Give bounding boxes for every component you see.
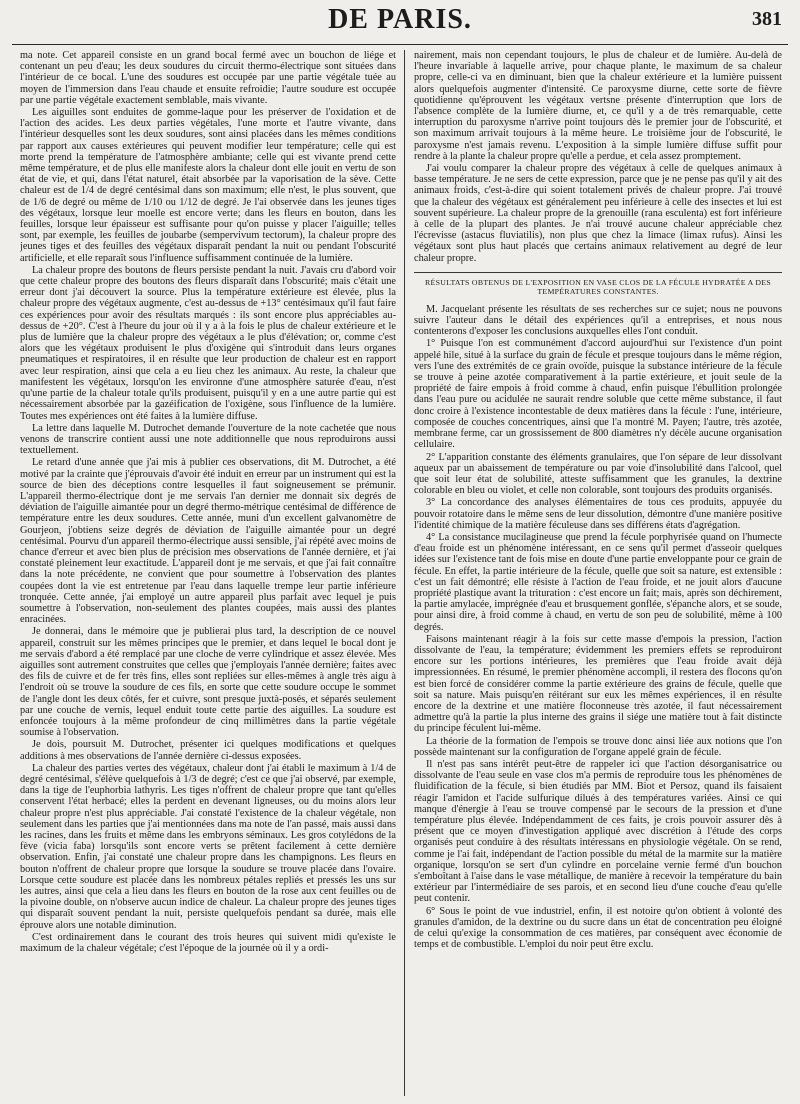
paragraph: 4° La consistance mucilagineuse que prend la fécule porphyrisée quand on l'humecte d'eau froide est un phénomène intéressant, en ce sens qu'il permet d'asseoir quelques idées sur l'existence tant de fois mise en doute d'une partie enveloppante pour ce grain de fécule. En effet, la partie intérieure de la fécule, quelle que soit sa nature, est extensible : c'est un fait démontré; elle résiste à l'action de l'eau froide, et ne jouit alors d'aucune propriété plastique avant la trituration : c'est encore un fait; mais, après son déchirement, la partie amylacée, imprégnée d'eau et brusquement gonflée, s'épanche alors, et se soude, pour ainsi dire, à froid comme à chaud, en vertu de son peu de solubilité, même à 100 degrés. [414, 531, 782, 633]
paragraph: Le retard d'une année que j'ai mis à publier ces observations, dit M. Dutrochet, a été motivé par la crainte que j'éprouvais d'avoir été induit en erreur par un instrument qui est la source de bien des déceptions contre lesquelles il faut soigneusement se prémunir. L'appareil thermo-électrique dont je me servais l'an dernier me donnait six degrés de déviation de l'aiguille aimantée pour un degré thermo-métrique centésimal de différence de température entre les deux soudures. Cette année, muni d'un excellent galvanomètre de Gourjeon, j'obtiens seize degrés de déviation de l'aiguille aimantée pour un degré centésimal. Pourvu d'un appareil thermo-électrique aussi sensible, j'ai répété avec moins de chance d'erreur et avec bien plus de précision mes observations de l'année dernière, et j'ai constaté pleinement leur exactitude. L'appareil dont je me servais, et que j'ai fait connaître dans la note précédente, ne convient que pour soumettre à l'observation des plantes coupées dont la vie est entretenue par l'eau dans laquelle trempe leur partie inférieure tronquée. Cette année, j'ai employé un autre appareil plus parfait avec lequel je puis soumettre à l'observation, non-seulement des plantes coupées, mais aussi des plantes enracinées. [20, 457, 396, 626]
paragraph: Faisons maintenant réagir à la fois sur cette masse d'empois la pression, l'action dissolvante de l'eau, la température; évidemment les premiers effets se reproduiront encore sur les portions intérieures, les premières que l'eau froide avait déjà impressionnées. En résumé, le premier phénomène accompli, il restera des flocons qu'on est bien forcé de considérer comme la partie extérieure des grains de fécule, quelle que soit sa nature. Mais puisqu'en réitérant sur eux les mêmes expériences, il en résulte encore de la dextrine et une matière floconneuse très azotée, il faut nécessairement admettre qu'à la partie la plus interne des grains il siége une matière tout à fait distincte du principe féculent lui-même. [414, 633, 782, 735]
section-heading: RÉSULTATS OBTENUS DE L'EXPOSITION EN VASE CLOS DE LA FÉCULE HYDRATÉE A DES TEMPÉRATURES CONSTANTES. [414, 272, 782, 296]
paragraph: M. Jacquelant présente les résultats de ses recherches sur ce sujet; nous ne pouvons suivre l'auteur dans le détail des expériences qu'il a entreprises, et nous nous contenterons d'exposer les conclusions auxquelles elles l'ont conduit. [414, 303, 782, 338]
column-divider [404, 50, 405, 1096]
paragraph: La chaleur des parties vertes des végétaux, chaleur dont j'ai établi le maximum à 1/4 de degré centésimal, s'élève quelquefois à 1/3 de degré; c'est ce que j'ai observé, par exemple, dans la tige de l'euphorbia lathyris. Les tiges n'offrent de chaleur propre que tant qu'elles conservent l'état herbacé; elles la perdent en devenant ligneuses, ou du moins alors leur chaleur propre n'est plus appréciable. J'ai constaté l'existence de la chaleur végétale, non seulement dans les parties que j'ai mentionnées dans ma note de l'an passé, mais aussi dans les racines, dans les fruits et même dans les embryons séminaux. Les gros cotylédons de la fève (vicia faba) lorsqu'ils sont encore verts se prêtent facilement à cette dernière observation. Enfin, j'ai constaté une chaleur propre dans les champignons. Les fleurs en bouton n'offrent de chaleur propre que lorsque la soudure se trouve placée dans l'ovaire. Lorsque cette soudure est placée dans les nombreux pétales repliés et pressés les uns sur les autres, ainsi que cela a lieu dans les fleurs en bouton de la rose aux cent feuilles ou de la pivoine double, on n'observe aucun indice de chaleur. La chaleur propre des jeunes tiges qui disparaît souvent pendant la nuit, persiste quelquefois pendant sa durée, mais elle éprouve alors une notable diminution. [20, 762, 396, 931]
paragraph: 6° Sous le point de vue industriel, enfin, il est notoire qu'on obtient à volonté des granules d'amidon, de la dextrine ou du sucre dans un état de concentration peu éloigné de celui qu'exige la consommation de ces matières, par conséquent avec économie de temps et de combustible. L'emploi du noir peut être exclu. [414, 905, 782, 951]
page-number: 381 [752, 8, 782, 30]
paragraph: C'est ordinairement dans le courant des trois heures qui suivent midi qu'existe le maximum de la chaleur végétale; c'est l'époque de la journée où il y a ordi- [20, 931, 396, 955]
paragraph: La théorie de la formation de l'empois se trouve donc ainsi liée aux notions que l'on possède maintenant sur la configuration de l'organe appelé grain de fécule. [414, 735, 782, 758]
right-column [414, 50, 782, 1096]
page-header [0, 0, 800, 36]
paragraph: Je dois, poursuit M. Dutrochet, présenter ici quelques modifications et quelques additions à mes observations de l'année dernière ci-dessus exposées. [20, 739, 396, 762]
right-column-bottom-text [414, 304, 782, 951]
paragraph: 1° Puisque l'on est communément d'accord aujourd'hui sur l'existence d'un point appelé hile, situé à la surface du grain de fécule et presque toujours dans le même région, vers l'une des extrémités de ce grain ovoïde, puisque la substance intérieure de la fécule se trouve à peine azotée comparativement à la partie extérieure, et jouit seule de la propriété de faire empois à froid comme à chaud, enfin puisque l'ébullition prolongée dans l'eau pure ou acidulée ne saurait rendre soluble que cette même substance, il faut donc croire à l'existence incontestable de deux matières dans la fécule : l'une, intérieure, composée de couches concentriques, ainsi que l'a montré M. Payen; l'autre, très azotée, membrane ferme, car un grossissement de 800 diamètres n'y décèle aucune organisation cellulaire. [414, 338, 782, 451]
paragraph: Les aiguilles sont enduites de gomme-laque pour les préserver de l'oxidation et de l'action des acides. Les deux parties végétales, l'une morte et l'autre vivante, dans l'intérieur desquelles sont les deux soudures, sont ainsi placées dans les mêmes conditions par rapport aux causes extérieures qui peuvent modifier leur température; celle qui est morte prend la température de l'atmosphère ambiante; celle qui est vivante prend cette même température, et de plus elle manifeste alors la chaleur dont elle jouit en vertu de son état de vie, et qui, dans l'état naturel, était absorbée par la vaporisation de la sève. Cette chaleur est de 1/4 de degré centésimal dans son maximum; elle n'est, le plus souvent, que de 1/6 de degré ou même de 1/10 ou 1/12 de degré. Je l'ai observée dans les jeunes tiges des végétaux, lorsque leur moelle est encore verte; dans les fleurs en bouton, dans les feuilles, lorsque leur épaisseur est suffisante pour qu'on puisse y placer l'aiguille; telles sont, par exemple, les feuilles de joubarbe (sempervivum tectorum), la chaleur propre des jeunes tiges et des feuilles des végétaux disparaît pendant la nuit ou pendant l'obscurité artificielle, et elle reparaît sous l'influence suffisamment continuée de la lumière. [20, 107, 396, 264]
paragraph: ma note. Cet appareil consiste en un grand bocal fermé avec un bouchon de liége et contenant un peu d'eau; les deux soudures du circuit thermo-électrique sont situées dans l'intérieur de ce bocal. L'une des soudures est occupée par une partie végétale tuée au moyen de l'immersion dans l'eau chaude et ensuite refroidie; l'autre soudure est occupée par une partie végétale exactement semblable, mais vivante. [20, 50, 396, 106]
paragraph: Je donnerai, dans le mémoire que je publierai plus tard, la description de ce nouvel appareil, construit sur les mêmes principes que le premier, et dans lequel le bocal dont je me servais d'abord a été remplacé par une cloche de verre cylindrique et assez élevée. Mes aiguilles sont autrement construites que celles que j'employais l'année dernière; faites avec des fils de cuivre et de fer très fins, elles sont repliées sur elles-mêmes à angle très aigu à l'endroit où se trouve la soudure de ces fils, en sorte que cette soudure occupe le sommet de l'angle dont les deux côtés, fer et cuivre, sont presque juxtà-posés, et séparés seulement par une couche de vernis, lequel enduit toute cette partie des aiguilles. La soudure est enfoncée toujours à la même profondeur de cinq millimètres dans la partie végétale soumise à l'observation. [20, 626, 396, 739]
header-rule [12, 44, 788, 45]
right-column-top-text [414, 50, 782, 264]
left-column [20, 50, 396, 1096]
paragraph: J'ai voulu comparer la chaleur propre des végétaux à celle de quelques animaux à basse température. Je ne sers de cette expression, parce que je ne pense pas qu'il y ait des animaux froids, c'est-à-dire qui soient totalement privés de chaleur propre. J'ai trouvé que la chaleur des végétaux est généralement peu inférieure à celle des insectes et lui est souvent supérieure. La chaleur propre de la grenouille (rana esculenta) est fort inférieure à celle de la plupart des plantes. Je n'ai trouvé aucune chaleur appréciable chez l'écrevisse (astacus fluviatilis), non plus que chez la limace (limax rufus). Ainsi les végétaux sont plus haut placés que certains animaux relativement au degré de leur chaleur propre. [414, 163, 782, 264]
paragraph: La lettre dans laquelle M. Dutrochet demande l'ouverture de la note cachetée que nous venons de transcrire contient aussi une note additionnelle que nous reproduirons aussi textuellement. [20, 422, 396, 457]
paragraph: La chaleur propre des boutons de fleurs persiste pendant la nuit. J'avais cru d'abord voir que cette chaleur propre des boutons des fleurs disparaît dans l'obscurité; mais c'était une erreur dont j'ai découvert la source. Plus la température extérieure est élevée, plus la chaleur propre des végétaux augmente, c'est au-dessus de +13° centésimaux qu'il faut faire ces expériences pour avoir des résultats marqués : ils sont encore plus appréciables au-dessus de +20°. C'est à l'heure du jour où il y a à la fois le plus de chaleur extérieure et le plus de lumière que la chaleur propre des végétaux a le plus d'élévation; or, comme c'est alors que les végétaux produisent le plus d'oxigène qui s'introduit dans leurs organes pneumatiques et respiratoires, il en résulte que leur production de chaleur est en rapport avec leur respiration, ainsi que cela a eu lieu chez les animaux. Au reste, la chaleur que manifestent les végétaux, lorsqu'on les environne d'une atmosphère saturée d'eau, n'est qu'une partie de la chaleur totale qu'ils produisent, puisqu'il y en a une autre partie qui est nécessairement absorbée par la gazéification de l'oxigène, sous l'influence de la lumière. Toutes mes expériences ont été faites à la lumière diffuse. [20, 264, 396, 422]
running-title: DE PARIS. [328, 4, 472, 35]
paragraph: Il n'est pas sans intérêt peut-être de rappeler ici que l'action désorganisatrice ou dissolvante de l'eau seule en vase clos m'a permis de reproduire tous les phénomènes de fluidification de la fécule, si bien étudiés par MM. Biot et Persoz, quand ils faisaient réagir l'amidon et l'acide sulfurique dilués à des températures variées. Ainsi ce qui manque d'énergie à l'eau se trouve compensé par le secours de la pression et d'une température plus élevée. Indépendamment de ces faits, je crois pouvoir assurer dès à présent que ce moyen d'investigation appliqué avec discrétion à l'étude des corps organisés peut conduire à des résultats intéressans en physiologie végétale. On se rend, comme je l'ai fait, indépendant de l'action possible du métal de la marmite sur la matière organique, lorsqu'on se sert d'un cylindre en porcelaine vernie fermé d'un bouchon s'emboîtant à l'aise dans le vase métallique, de manière à recevoir la température du bain extérieur par l'intermédiaire de ses parois, et en second lieu d'une couche d'eau qu'elle peut contenir. [414, 758, 782, 905]
paragraph: 2° L'apparition constante des éléments granulaires, que l'on sépare de leur dissolvant aqueux par un abaissement de température ou par voie d'insolubilité dans l'alcool, quel que soit leur état de solubilité, atteste suffisamment que les granules, la dextrine colorable en bleu ou violet, et celle non colorable, sont toujours des produits organisés. [414, 451, 782, 497]
paragraph: nairement, mais non cependant toujours, le plus de chaleur et de lumière. Au-delà de l'heure invariable à laquelle arrive, pour chaque plante, le maximum de sa chaleur propre, celle-ci va en diminuant, bien que la chaleur extérieure et la lumière puissent alors quelquefois augmenter d'intensité. Ce paroxysme diurne, cette sorte de fièvre quotidienne qu'éprouvent les végétaux vertsne présente d'interruption que lors de l'absence complète de la lumière diurne, et, ce qu'il y a de très remarquable, cette interruption du paroxysme n'arrive point toujours dès le premier jour de l'obscurité, et son maximum arrivait toujours à la même heure. Le troisième jour de l'obscurité, le paroxysme n'est jamais revenu. L'exposition à la simple lumière diffuse suffit pour rendre à la plante la chaleur propre qu'elle a perdue, et cela assez promptement. [414, 50, 782, 162]
paragraph: 3° La concordance des analyses élémentaires de tous ces produits, appuyée du pouvoir rotatoire dans le même sens de leur dissolution, démontre d'une manière positive l'identité chimique de la matière féculeuse dans ses différens états d'agrégation. [414, 497, 782, 531]
